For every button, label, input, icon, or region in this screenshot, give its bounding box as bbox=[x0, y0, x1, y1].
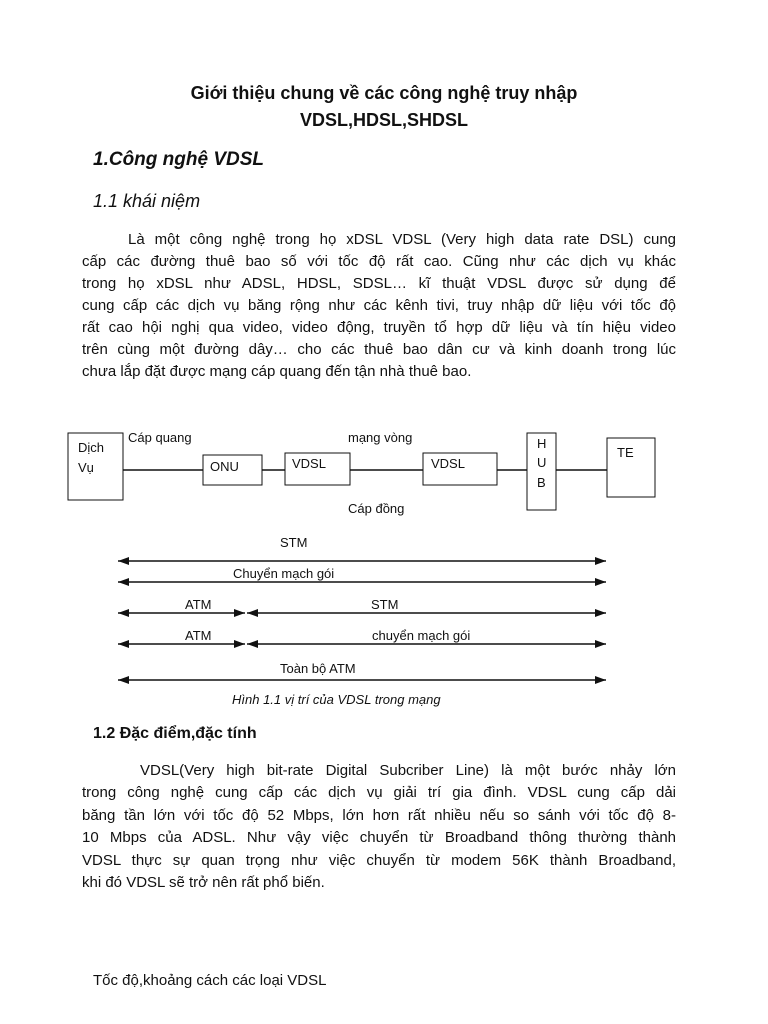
span-label-all-atm: Toàn bộ ATM bbox=[280, 661, 356, 676]
hub-letter: U bbox=[537, 455, 547, 470]
paragraph-line: Là một công nghệ trong họ xDSL VDSL (Very high data rate DSL) cung bbox=[128, 231, 676, 248]
section-1-heading: 1.Công nghệ VDSL bbox=[93, 149, 264, 170]
vdsl-network-diagram bbox=[0, 420, 768, 720]
paragraph-line: khi đó VDSL sẽ trở nên rất phổ biến. bbox=[82, 873, 325, 891]
te-label: TE bbox=[617, 445, 634, 460]
onu-label: ONU bbox=[210, 459, 239, 474]
vdsl-left-label: VDSL bbox=[292, 456, 326, 471]
hub-letter: B bbox=[537, 475, 546, 490]
paragraph-line: cung cấp các dịch vụ băng rộng như các kênh tivi, truy nhập dữ liệu với tốc độ bbox=[82, 297, 676, 314]
paragraph-line: trong họ xDSL như ADSL, HDSL, SDSL… kĩ thuật VDSL được sử dụng để bbox=[82, 275, 676, 292]
span-label-atm-row3: ATM bbox=[185, 597, 212, 612]
span-label-packet-full: Chuyển mạch gói bbox=[233, 566, 335, 581]
paragraph-line: VDSL thực sự quan trọng như việc chuyển từ modem 56K thành Broadband, bbox=[82, 851, 676, 869]
vdsl-right-label: VDSL bbox=[431, 456, 465, 471]
document-title bbox=[0, 80, 768, 134]
span-label-atm-row4: ATM bbox=[185, 628, 212, 643]
paragraph-line: trên cùng một đường dây… cho các thuê bao dân cư và kinh doanh trong lúc bbox=[82, 341, 676, 358]
service-box-label-line-2: Vụ bbox=[78, 460, 94, 475]
title-line-1: Giới thiệu chung về các công nghệ truy nhập bbox=[190, 83, 578, 103]
hub-letter: H bbox=[537, 436, 547, 451]
copper-label: Cáp đồng bbox=[348, 501, 405, 516]
subsection-1-2-heading: 1.2 Đặc điểm,đặc tính bbox=[93, 725, 257, 742]
span-label-packet-partial: chuyển mạch gói bbox=[372, 628, 471, 643]
paragraph-line: băng tần lớn với tốc độ 52 Mbps, lớn hơn rất nhiều nếu so sánh với tốc độ 8- bbox=[82, 806, 676, 824]
paragraph-line: VDSL(Very high bit-rate Digital Subcriber Line) là một bước nhảy lớn bbox=[140, 762, 676, 779]
fiber-label: Cáp quang bbox=[128, 430, 192, 445]
speed-distance-heading: Tốc độ,khoảng cách các loại VDSL bbox=[93, 972, 327, 989]
paragraph-line: 10 Mbps của ADSL. Như vậy việc chuyển từ Broadband thông thường thành bbox=[82, 829, 676, 847]
ring-label: mạng vòng bbox=[348, 430, 413, 445]
title-line-2: VDSL,HDSL,SHDSL bbox=[299, 110, 468, 130]
paragraph-concept bbox=[82, 229, 676, 383]
paragraph-line: rất cao hội nghị qua video, video động, truyền tổ hợp dữ liệu và tín hiệu video bbox=[82, 319, 676, 336]
paragraph-line: trong công nghệ cung cấp các dịch vụ giải trí gia đình. VDSL cung cấp dải bbox=[82, 784, 676, 802]
service-box-label-line-1: Dịch bbox=[78, 440, 105, 455]
paragraph-line: chưa lắp đặt được mạng cáp quang đến tận nhà thuê bao. bbox=[82, 363, 472, 380]
paragraph-line: cấp các đường thuê bao số với tốc độ rất cao. Cũng như các dịch vụ khác bbox=[82, 253, 676, 270]
paragraph-characteristics bbox=[82, 760, 676, 894]
subsection-1-1-heading: 1.1 khái niệm bbox=[93, 191, 201, 211]
span-label-stm-partial: STM bbox=[371, 597, 399, 612]
figure-caption: Hình 1.1 vị trí của VDSL trong mạng bbox=[232, 692, 441, 707]
span-label-stm-full: STM bbox=[280, 535, 308, 550]
